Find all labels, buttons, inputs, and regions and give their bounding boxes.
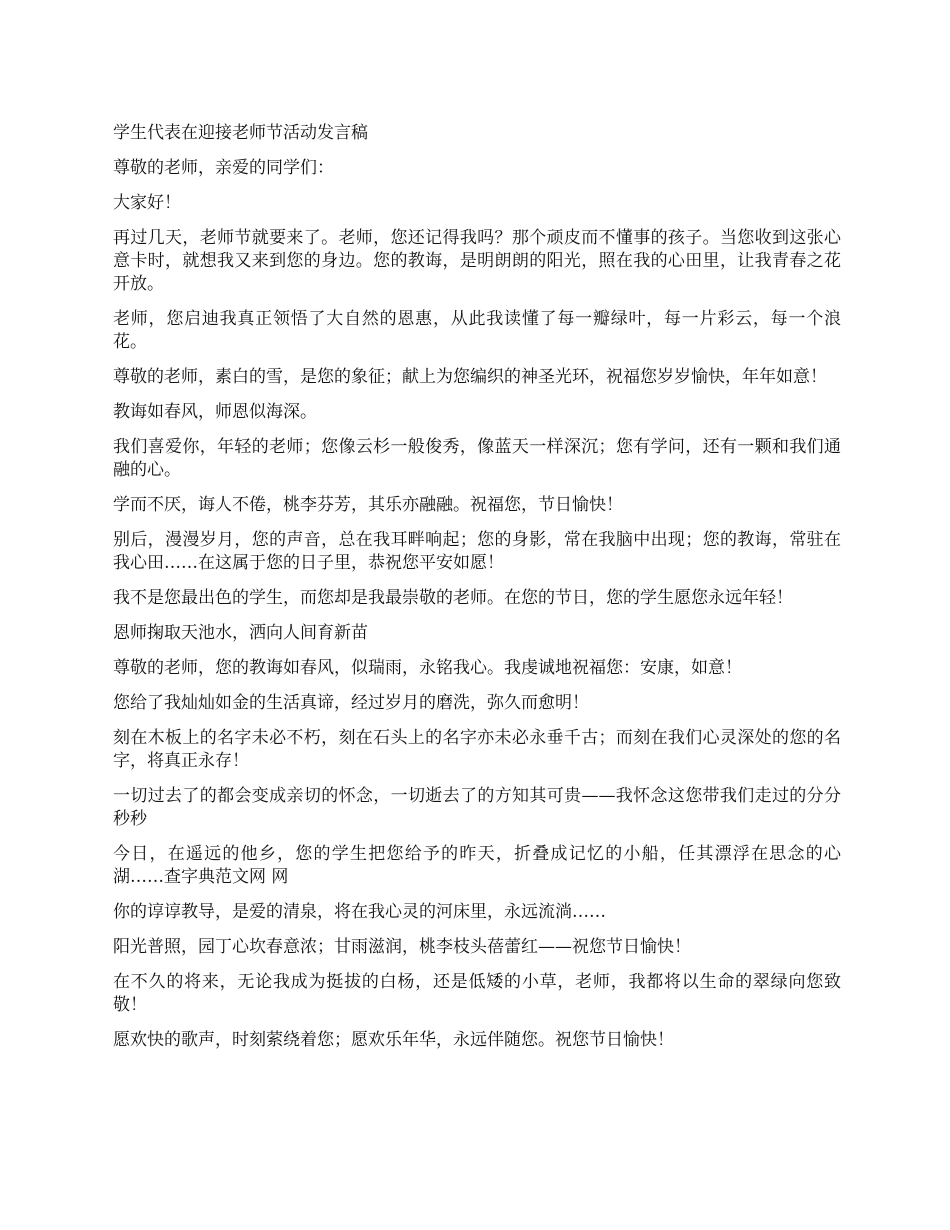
paragraph: 愿欢快的歌声，时刻萦绕着您；愿欢乐年华，永远伴随您。祝您节日愉快！ (113, 1030, 674, 1050)
document-title: 学生代表在迎接老师节活动发言稿 (113, 123, 368, 143)
paragraph: 我们喜爱你，年轻的老师；您像云杉一般俊秀，像蓝天一样深沉；您有学问，还有一颗和我们通融的心。 (113, 437, 841, 480)
paragraph: 今日，在遥远的他乡，您的学生把您给予的昨天，折叠成记忆的小船，任其漂浮在思念的心湖……查字典范文网 网 (113, 844, 841, 887)
paragraph-greeting: 大家好！ (113, 193, 181, 213)
document-body (113, 122, 841, 1064)
paragraph: 在不久的将来，无论我成为挺拔的白杨，还是低矮的小草，老师，我都将以生命的翠绿向您致敬！ (113, 972, 841, 1015)
paragraph: 教诲如春风，师恩似海深。 (113, 402, 317, 422)
paragraph: 您给了我灿灿如金的生活真谛，经过岁月的磨洗，弥久而愈明！ (113, 693, 589, 713)
paragraph: 尊敬的老师，素白的雪，是您的象征；献上为您编织的神圣光环，祝福您岁岁愉快，年年如意！ (113, 367, 827, 387)
paragraph: 我不是您最出色的学生，而您却是我最崇敬的老师。在您的节日，您的学生愿您永远年轻！ (113, 588, 793, 608)
paragraph: 尊敬的老师，您的教诲如春风，似瑞雨，永铭我心。我虔诚地祝福您：安康，如意！ (113, 658, 742, 678)
paragraph: 老师，您启迪我真正领悟了大自然的恩惠，从此我读懂了每一瓣绿叶，每一片彩云，每一个浪花。 (113, 309, 841, 352)
paragraph: 你的谆谆教导，是爱的清泉，将在我心灵的河床里，永远流淌…… (113, 902, 606, 922)
paragraph: 别后，漫漫岁月，您的声音，总在我耳畔响起；您的身影，常在我脑中出现；您的教诲，常驻在我心田……在这属于您的日子里，恭祝您平安如愿！ (113, 530, 841, 573)
paragraph: 学而不厌，诲人不倦，桃李芬芳，其乐亦融融。祝福您，节日愉快！ (113, 495, 623, 515)
paragraph: 一切过去了的都会变成亲切的怀念，一切逝去了的方知其可贵——我怀念这您带我们走过的分分秒秒 (113, 786, 841, 829)
paragraph: 刻在木板上的名字未必不朽，刻在石头上的名字亦未必永垂千古；而刻在我们心灵深处的您的名字，将真正永存！ (113, 728, 841, 771)
paragraph: 恩师掬取天池水，洒向人间育新苗 (113, 623, 368, 643)
paragraph-salutation: 尊敬的老师，亲爱的同学们： (113, 158, 334, 178)
paragraph: 再过几天，老师节就要来了。老师，您还记得我吗？那个顽皮而不懂事的孩子。当您收到这张心意卡时，就想我又来到您的身边。您的教诲，是明朗朗的阳光，照在我的心田里，让我青春之花开放。 (113, 228, 841, 294)
paragraph: 阳光普照，园丁心坎春意浓；甘雨滋润，桃李枝头蓓蕾红——祝您节日愉快！ (113, 937, 691, 957)
